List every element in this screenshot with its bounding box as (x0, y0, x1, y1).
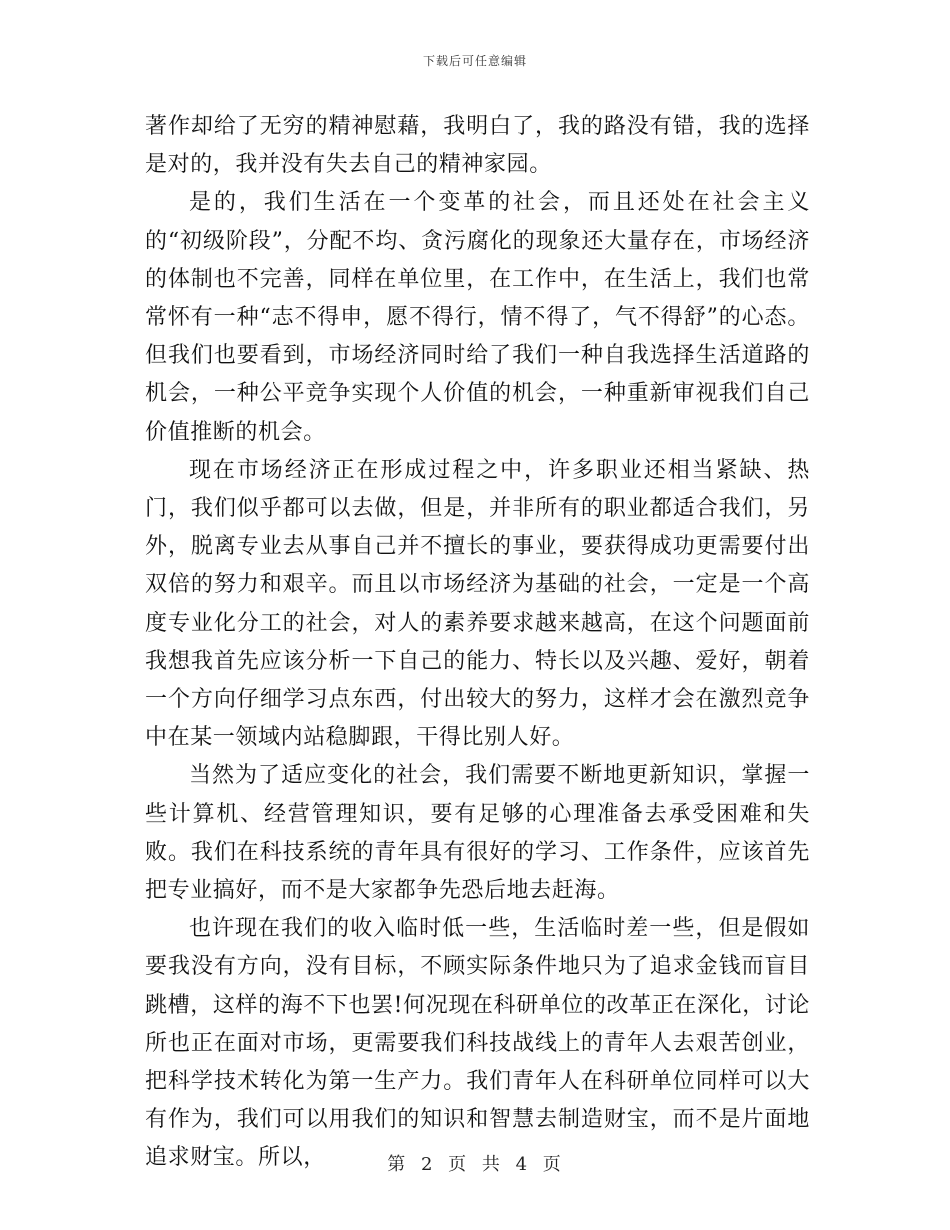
document-body (145, 108, 810, 1178)
paragraph-5: 也许现在我们的收入临时低一些，生活临时差一些，但是假如要我没有方向，没有目标，不顾实际条件地只为了追求金钱而盲目跳槽，这样的海不下也罢!何况现在科研单位的改革正在深化，讨论所也正在面对市场，更需要我们科技战线上的青年人去艰苦创业，把科学技术转化为第一生产力。我们青年人在科研单位同样可以大有作为，我们可以用我们的知识和智慧去制造财宝，而不是片面地追求财宝。所以， (145, 916, 810, 1171)
page-number: 第 2 页 共 4 页 (387, 1154, 563, 1175)
page-header: 下载后可任意编辑 (422, 54, 527, 68)
paragraph-4: 当然为了适应变化的社会，我们需要不断地更新知识，掌握一些计算机、经营管理知识，要有足够的心理准备去承受困难和失败。我们在科技系统的青年具有很好的学习、工作条件，应该首先把专业搞好，而不是大家都争先恐后地去赶海。 (145, 763, 810, 904)
paragraph-3: 现在市场经济正在形成过程之中，许多职业还相当紧缺、热门，我们似乎都可以去做，但是，并非所有的职业都适合我们，另外，脱离专业去从事自己并不擅长的事业，要获得成功更需要付出双倍的努力和艰辛。而且以市场经济为基础的社会，一定是一个高度专业化分工的社会，对人的素养要求越来越高，在这个问题面前我想我首先应该分析一下自己的能力、特长以及兴趣、爱好，朝着一个方向仔细学习点东西，付出较大的努力，这样才会在激烈竞争中在某一领域内站稳脚跟，干得比别人好。 (145, 457, 810, 751)
paragraph-2: 是的，我们生活在一个变革的社会，而且还处在社会主义的“初级阶段”，分配不均、贪污腐化的现象还大量存在，市场经济的体制也不完善，同样在单位里，在工作中，在生活上，我们也常常怀有一种“志不得申，愿不得行，情不得了，气不得舒”的心态。但我们也要看到，市场经济同时给了我们一种自我选择生活道路的机会，一种公平竞争实现个人价值的机会，一种重新审视我们自己价值推断的机会。 (145, 190, 810, 445)
paragraph-1: 著作却给了无穷的精神慰藉，我明白了，我的路没有错，我的选择是对的，我并没有失去自己的精神家园。 (145, 114, 810, 178)
